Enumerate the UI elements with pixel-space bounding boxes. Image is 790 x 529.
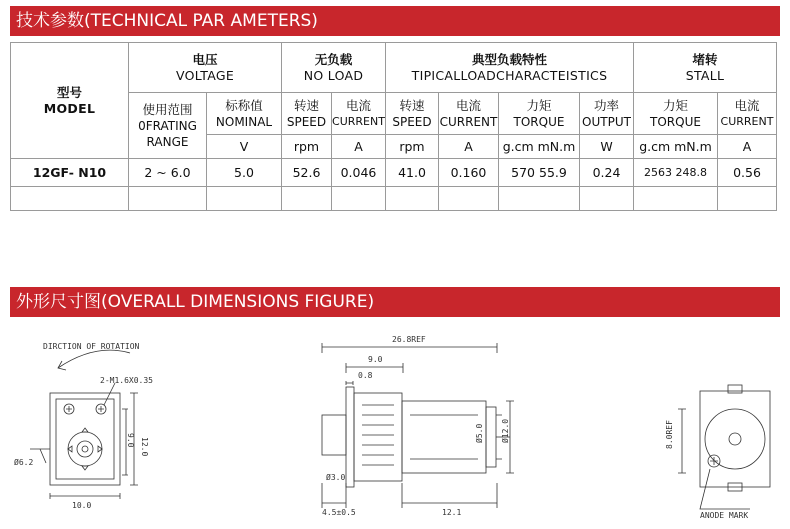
nl-current-header: 电流 CURRENT — [332, 93, 386, 135]
dim-left-gear: Ø6.2 — [14, 458, 34, 467]
technical-parameters-banner — [10, 6, 780, 36]
unit-nl-current: A — [332, 135, 386, 159]
dim-left-hole: 9.0 — [126, 433, 135, 448]
nl-speed-header: 转速 SPEED — [282, 93, 332, 135]
dim-left-height: 12.0 — [140, 437, 149, 457]
unit-tl-speed: rpm — [386, 135, 439, 159]
cell-st-torque: 2563 248.8 — [634, 159, 718, 187]
unit-st-torque: g.cm mN.m — [634, 135, 718, 159]
dim-gearbox: 9.0 — [368, 355, 383, 364]
dim-d12: Ø12.0 — [501, 418, 510, 443]
unit-tl-current: A — [439, 135, 499, 159]
table-row — [11, 159, 777, 187]
voltage-header: 电压 VOLTAGE — [129, 43, 282, 93]
cell-tl-output: 0.24 — [580, 159, 634, 187]
cell-nl-speed: 52.6 — [282, 159, 332, 187]
cell-tl-current: 0.160 — [439, 159, 499, 187]
st-current-header: 电流 CURRENT — [718, 93, 777, 135]
dim-shaft-len: 4.5±0.5 — [322, 508, 356, 517]
cell-range: 2 ~ 6.0 — [129, 159, 207, 187]
range-header: 使用范围 0FRATING RANGE — [129, 93, 207, 159]
dim-motor-length: 12.1 — [442, 508, 462, 517]
no-load-header: 无负载 NO LOAD — [282, 43, 386, 93]
unit-st-current: A — [718, 135, 777, 159]
st-torque-header: 力矩 TORQUE — [634, 93, 718, 135]
side-view-motor — [322, 343, 514, 508]
nominal-header: 标称值 NOMINAL — [207, 93, 282, 135]
unit-tl-output: W — [580, 135, 634, 159]
stall-header: 堵转 STALL — [634, 43, 777, 93]
cell-tl-speed: 41.0 — [386, 159, 439, 187]
technical-parameters-title: 技术参数(TECHNICAL PAR AMETERS) — [16, 11, 318, 31]
dimensions-drawing — [10, 323, 780, 523]
cell-nominal: 5.0 — [207, 159, 282, 187]
overall-dimensions-title: 外形尺寸图(OVERALL DIMENSIONS FIGURE) — [16, 292, 375, 312]
label-direction: DIRCTION OF ROTATION — [43, 342, 140, 351]
table-row-empty — [11, 187, 777, 211]
typical-load-header: 典型负载特性 TIPICALLOADCHARACTEISTICS — [386, 43, 634, 93]
dim-terminal: 8.0REF — [665, 420, 674, 449]
label-anode: ANODE MARK — [700, 511, 749, 520]
label-screw: 2-M1.6X0.35 — [100, 376, 153, 385]
tl-current-header: 电流 CURRENT — [439, 93, 499, 135]
rear-view-terminals — [678, 385, 770, 509]
tl-torque-header: 力矩 TORQUE — [499, 93, 580, 135]
overall-dimensions-banner — [10, 287, 780, 317]
cell-st-current: 0.56 — [718, 159, 777, 187]
dim-left-width: 10.0 — [72, 501, 92, 510]
tl-speed-header: 转速 SPEED — [386, 93, 439, 135]
specs-table — [10, 42, 777, 211]
dim-total-length: 26.8REF — [392, 335, 426, 344]
cell-model: 12GF- N10 — [11, 159, 129, 187]
dim-plate: 0.8 — [358, 371, 373, 380]
unit-nominal: V — [207, 135, 282, 159]
front-view-gear — [30, 350, 138, 499]
unit-tl-torque: g.cm mN.m — [499, 135, 580, 159]
dim-d5: Ø5.0 — [475, 423, 484, 443]
cell-nl-current: 0.046 — [332, 159, 386, 187]
dim-shaft-d: Ø3.0 — [326, 473, 346, 482]
tl-output-header: 功率 OUTPUT — [580, 93, 634, 135]
unit-nl-speed: rpm — [282, 135, 332, 159]
model-header: 型号 MODEL — [11, 43, 129, 159]
cell-tl-torque: 570 55.9 — [499, 159, 580, 187]
